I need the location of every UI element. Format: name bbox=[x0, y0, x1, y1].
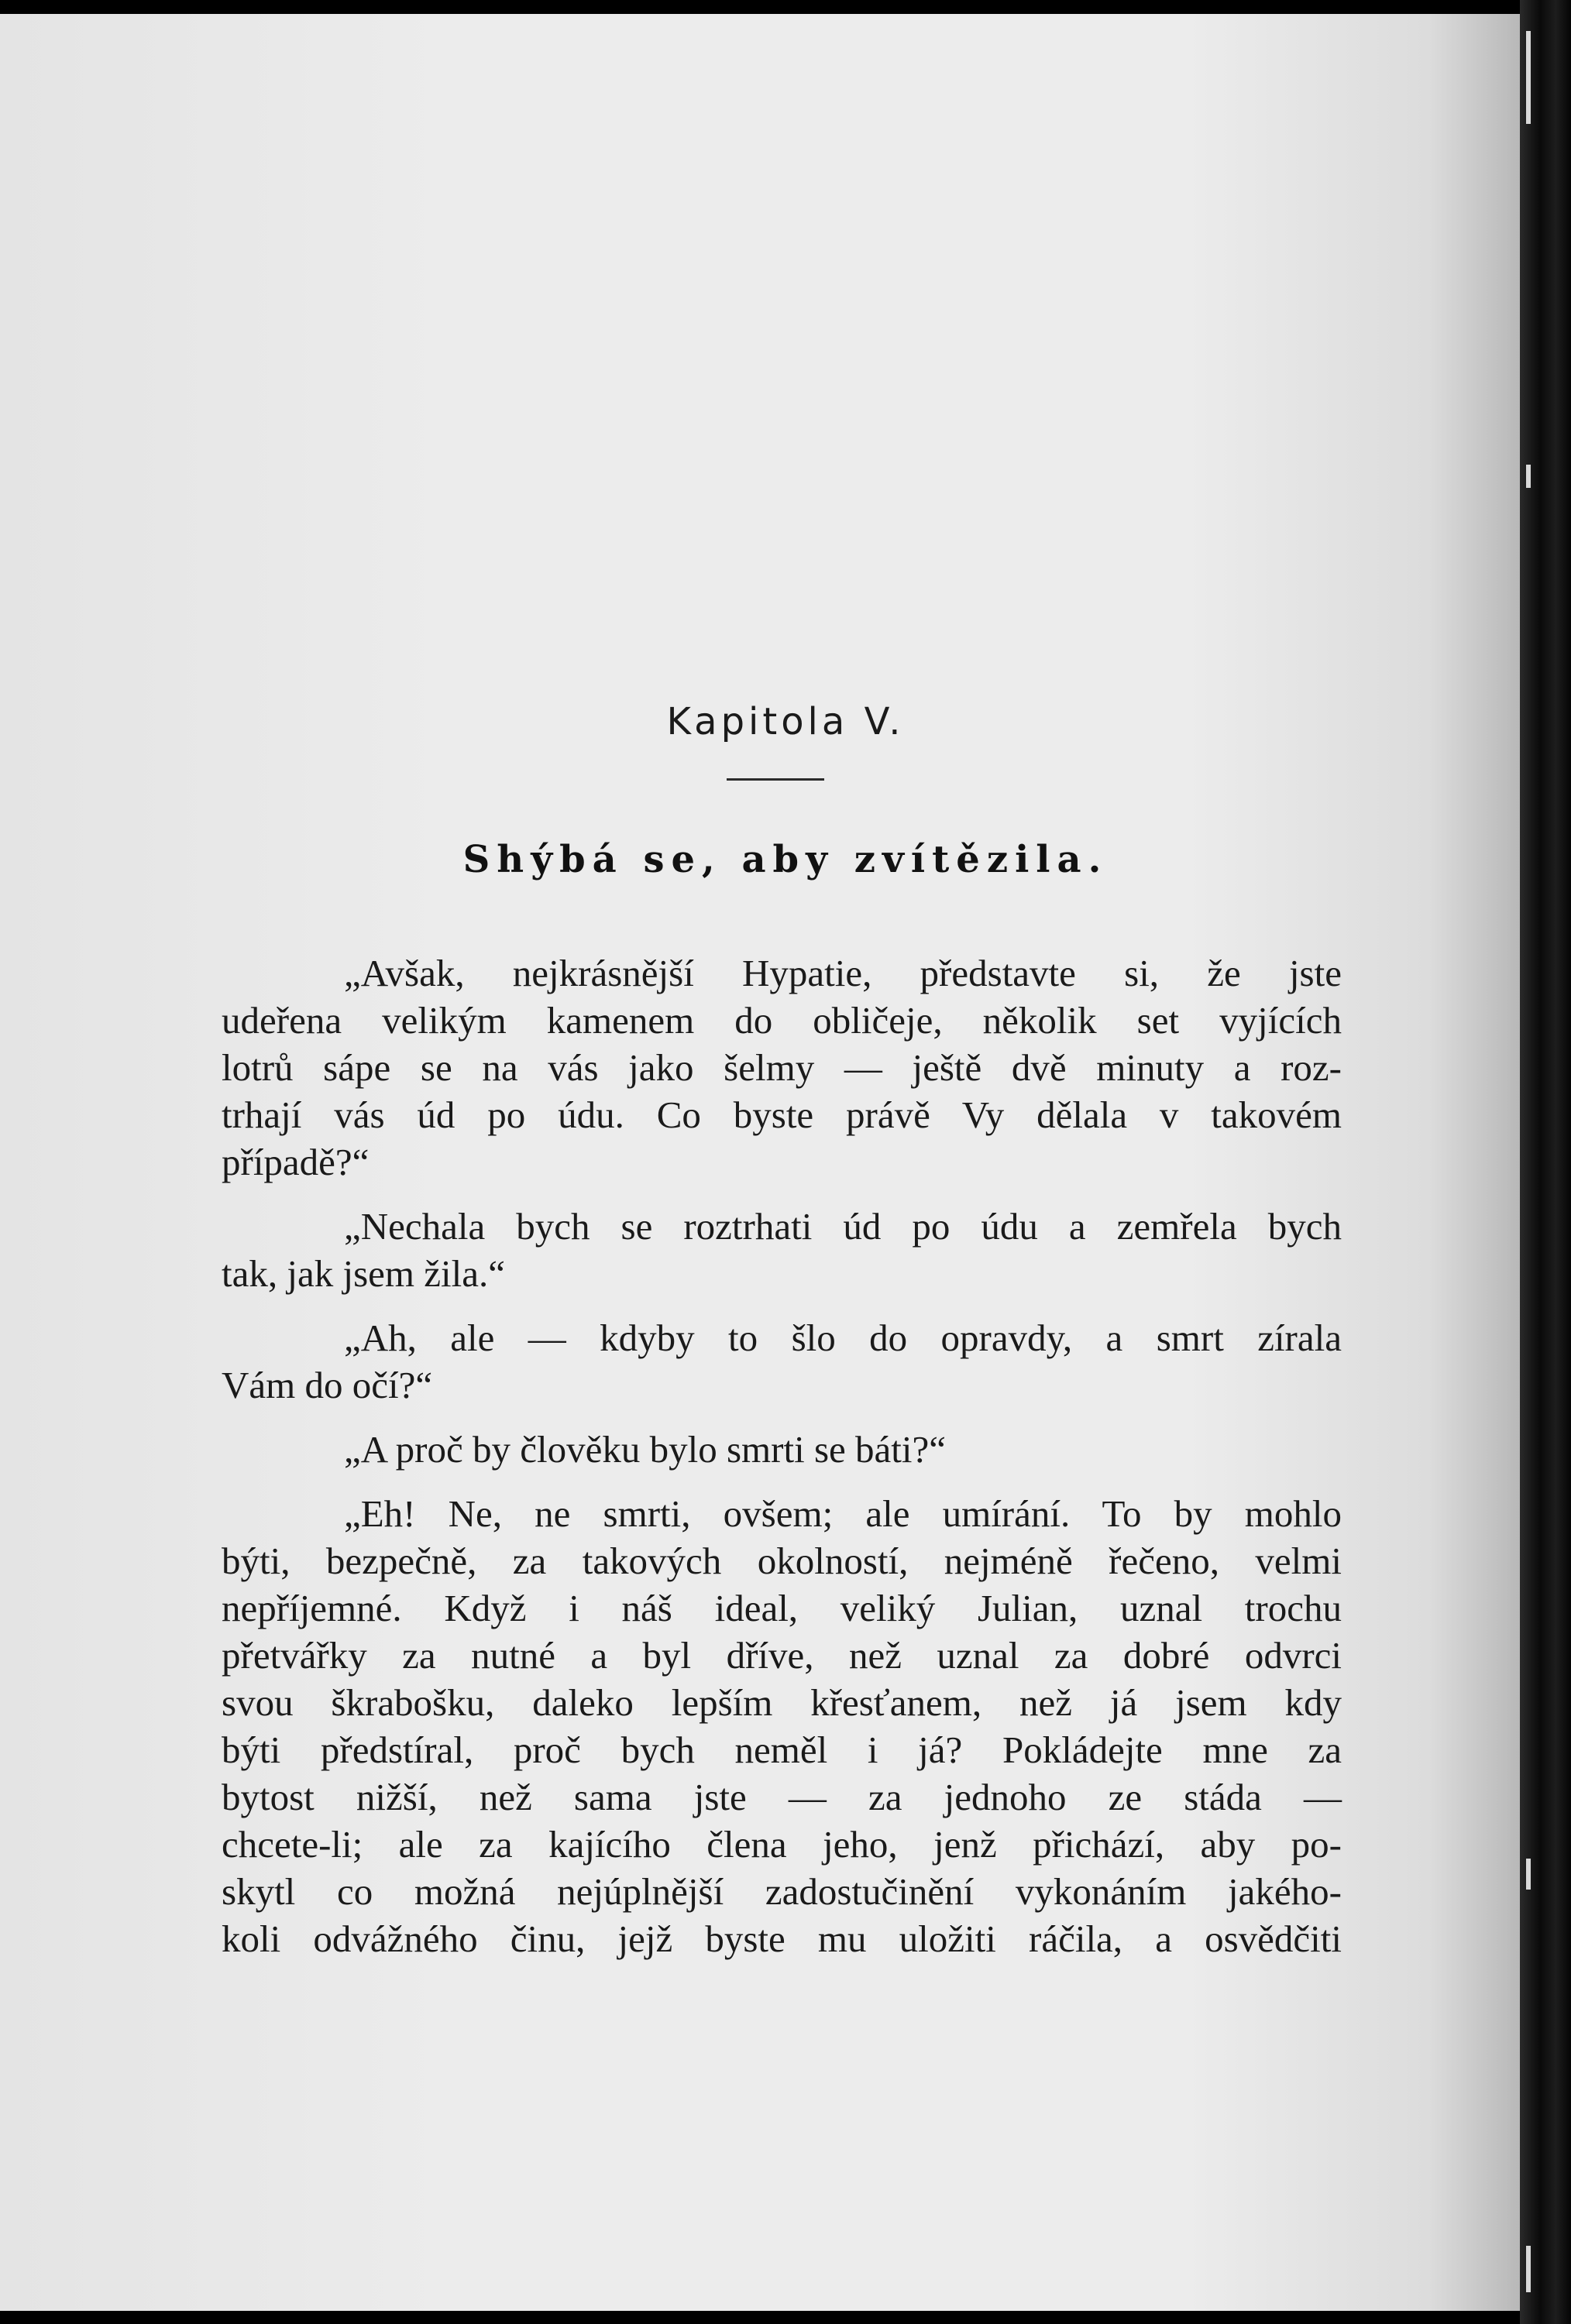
text-line: případě?“ bbox=[222, 1141, 370, 1183]
paragraph bbox=[222, 1490, 1342, 1962]
text-line: „Ah, ale — kdyby to šlo do opravdy, a smrt zírala bbox=[344, 1316, 1342, 1359]
text-line: býti, bezpečně, za takových okolností, nejméně řečeno, velmi bbox=[222, 1540, 1342, 1582]
paragraph bbox=[222, 949, 1342, 1186]
paragraph bbox=[222, 1426, 1342, 1473]
chapter-number: Kapitola V. bbox=[666, 700, 905, 743]
text-line: Vám do očí?“ bbox=[222, 1364, 433, 1406]
paragraph bbox=[222, 1314, 1342, 1409]
paragraph bbox=[222, 1203, 1342, 1297]
text-line: „Eh! Ne, ne smrti, ovšem; ale umírání. To by mohlo bbox=[344, 1492, 1342, 1535]
text-line: lotrů sápe se na vás jako šelmy — ještě dvě minuty a roz- bbox=[222, 1046, 1342, 1089]
body-text bbox=[222, 949, 1342, 1979]
text-line: trhají vás úd po údu. Co byste právě Vy dělala v takovém bbox=[222, 1093, 1342, 1136]
text-line: přetvářky za nutné a byl dříve, než uznal za dobré odvrci bbox=[222, 1634, 1342, 1677]
text-line: bytost nižší, než sama jste — za jednoho ze stáda — bbox=[222, 1776, 1342, 1818]
text-line: udeřena velikým kamenem do obličeje, několik set vyjících bbox=[222, 999, 1342, 1042]
text-line: „Nechala bych se roztrhati úd po údu a zemřela bych bbox=[344, 1205, 1342, 1248]
text-line: chcete-li; ale za kajícího člena jeho, jenž přichází, aby po- bbox=[222, 1823, 1342, 1866]
chapter-title: Shýbá se, aby zvítězila. bbox=[462, 838, 1109, 881]
text-line: svou škrabošku, daleko lepším křesťanem, než já jsem kdy bbox=[222, 1681, 1342, 1724]
text-line: skytl co možná nejúplnější zadostučinění vykonáním jakého- bbox=[222, 1870, 1342, 1913]
text-line: býti předstíral, proč bych neměl i já? Pokládejte mne za bbox=[222, 1728, 1342, 1771]
text-line: koli odvážného činu, jejž byste mu uložiti ráčila, a osvědčiti bbox=[222, 1917, 1342, 1960]
book-binding-edge bbox=[1520, 0, 1571, 2324]
text-line: „A proč by člověku bylo smrti se báti?“ bbox=[344, 1428, 946, 1471]
chapter-divider-rule bbox=[727, 778, 824, 781]
text-line: „Avšak, nejkrásnější Hypatie, představte si, že jste bbox=[344, 952, 1342, 994]
text-line: nepříjemné. Když i náš ideal, veliký Julian, uznal trochu bbox=[222, 1587, 1342, 1629]
text-line: tak, jak jsem žila.“ bbox=[222, 1252, 505, 1295]
